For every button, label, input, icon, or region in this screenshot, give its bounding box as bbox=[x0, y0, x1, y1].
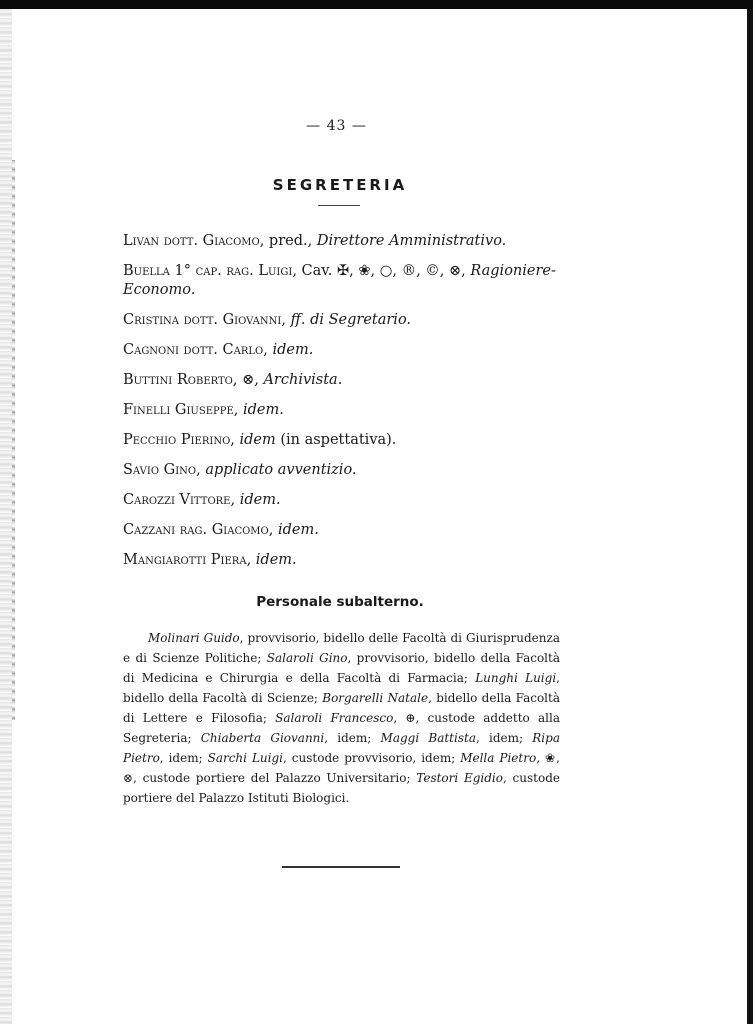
person-name: Sarchi Luigi bbox=[207, 751, 284, 765]
person-role: , provvisorio, bidello della Facoltà di Medicina e Chirurgia e della Facoltà di Farmacia; bbox=[123, 651, 560, 685]
person-role: , idem; bbox=[475, 731, 533, 745]
staff-entry bbox=[123, 431, 563, 450]
scan-top-border bbox=[0, 0, 753, 9]
staff-name: Cristina dott. Giovanni bbox=[123, 312, 282, 328]
staff-role: idem. bbox=[272, 342, 314, 358]
person-role: , custode portiere del Palazzo Istituti Biologici. bbox=[123, 771, 560, 805]
person-name: Maggi Battista bbox=[380, 731, 476, 745]
person-role: , idem; bbox=[159, 751, 208, 765]
staff-name: Cagnoni dott. Carlo bbox=[123, 342, 264, 358]
person-role: , custode provvisorio, idem; bbox=[283, 751, 461, 765]
staff-entry bbox=[123, 311, 563, 330]
staff-role: Direttore Amministrativo. bbox=[316, 233, 507, 249]
staff-role: idem. bbox=[277, 522, 319, 538]
staff-entry bbox=[123, 551, 563, 570]
staff-entry bbox=[123, 491, 563, 510]
staff-name: Carozzi Vittore bbox=[123, 492, 231, 508]
staff-role: idem bbox=[239, 432, 276, 448]
staff-details: , bbox=[281, 312, 291, 328]
person-name: Salaroli Gino bbox=[266, 651, 348, 665]
staff-role: ff. di Segretario. bbox=[290, 312, 412, 328]
person-role: , ❀, ⊗, custode portiere del Palazzo Universitario; bbox=[123, 751, 560, 785]
person-role: , provvisorio, bidello delle Facoltà di Giurisprudenza e di Scienze Politiche; bbox=[123, 631, 560, 665]
staff-role: Archivista. bbox=[263, 372, 343, 388]
staff-name: Livan dott. Giacomo bbox=[123, 233, 260, 249]
staff-details: , ⊗, bbox=[232, 372, 264, 388]
person-name: Molinari Guido bbox=[148, 631, 240, 645]
staff-name: Buella 1° cap. rag. Luigi bbox=[123, 263, 293, 279]
person-name: Chiaberta Giovanni bbox=[200, 731, 325, 745]
staff-details: , bbox=[246, 552, 256, 568]
staff-details: , bbox=[230, 432, 240, 448]
staff-role: Ragioniere-Economo. bbox=[123, 263, 556, 298]
staff-details: , bbox=[263, 342, 273, 358]
staff-details: , bbox=[268, 522, 278, 538]
person-role: , bidello della Facoltà di Lettere e Filosofia; bbox=[123, 691, 560, 725]
staff-entry bbox=[123, 232, 563, 251]
staff-details: , pred., bbox=[259, 233, 317, 249]
staff-role: applicato avventizio. bbox=[205, 462, 357, 478]
scan-left-edge bbox=[0, 9, 12, 1024]
person-role: , bidello della Facoltà di Scienze; bbox=[123, 671, 560, 705]
person-name: Lunghi Luigi bbox=[475, 671, 557, 685]
staff-details: , bbox=[230, 492, 240, 508]
section-title: SEGRETERIA bbox=[272, 176, 408, 194]
person-name: Mella Pietro bbox=[460, 751, 537, 765]
staff-name: Savio Gino bbox=[123, 462, 197, 478]
subaltern-heading: Personale subalterno. bbox=[256, 594, 424, 610]
staff-list bbox=[123, 232, 563, 581]
page-number: — 43 — bbox=[306, 118, 367, 134]
staff-entry bbox=[123, 371, 563, 390]
staff-entry bbox=[123, 262, 563, 300]
person-name: Salaroli Francesco bbox=[275, 711, 394, 725]
scan-right-edge bbox=[747, 9, 753, 1024]
person-role: , ⊕, custode addetto alla Segreteria; bbox=[123, 711, 560, 745]
subaltern-paragraph bbox=[123, 628, 560, 808]
staff-name: Pecchio Pierino bbox=[123, 432, 231, 448]
person-name: Testori Egidio bbox=[416, 771, 503, 785]
staff-details: , bbox=[233, 402, 243, 418]
staff-name: Mangiarotti Piera bbox=[123, 552, 247, 568]
person-role: , idem; bbox=[324, 731, 381, 745]
staff-role: idem. bbox=[239, 492, 281, 508]
person-name: Ripa Pietro bbox=[123, 731, 560, 765]
title-rule bbox=[318, 205, 360, 206]
staff-entry bbox=[123, 341, 563, 360]
staff-name: Cazzani rag. Giacomo bbox=[123, 522, 269, 538]
end-rule bbox=[282, 866, 400, 868]
staff-role: idem. bbox=[243, 402, 284, 418]
staff-role: idem. bbox=[255, 552, 297, 568]
staff-note: (in aspettativa). bbox=[275, 432, 397, 448]
staff-details: , bbox=[196, 462, 206, 478]
staff-name: Buttini Roberto bbox=[123, 372, 233, 388]
person-name: Borgarelli Natale bbox=[322, 691, 429, 705]
staff-name: Finelli Giuseppe bbox=[123, 402, 234, 418]
scan-left-binding bbox=[12, 160, 15, 720]
staff-details: , Cav. ✠, ❀, ○, ®, ©, ⊗, bbox=[292, 263, 471, 279]
staff-entry bbox=[123, 401, 563, 420]
staff-entry bbox=[123, 521, 563, 540]
staff-entry bbox=[123, 461, 563, 480]
